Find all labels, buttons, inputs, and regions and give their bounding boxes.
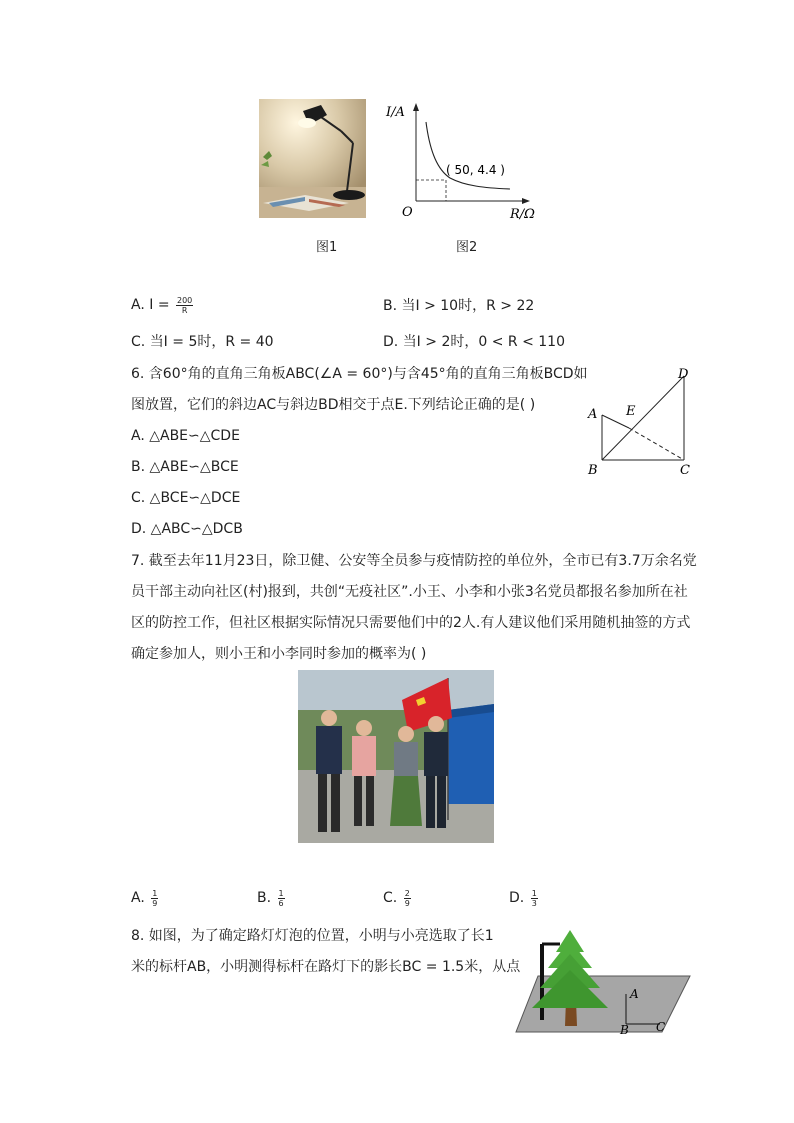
q5-option-b[interactable]: [383, 296, 534, 316]
q7-option-c[interactable]: [383, 888, 413, 908]
q6-stem-line2: 图放置，它们的斜边AC与斜边BD相交于点E.下列结论正确的是( ): [131, 397, 536, 413]
figure1-caption: 图1: [316, 240, 338, 255]
point-label: ( 50, 4.4 ): [446, 163, 505, 177]
option-letter: C.: [383, 890, 398, 906]
fraction-denominator: 9: [404, 898, 410, 908]
option-letter: B.: [383, 298, 398, 314]
fraction: [278, 889, 285, 908]
point-label-b: B: [620, 1023, 629, 1037]
q6-stem-line1: 6. 含60°角的直角三角板ABC(∠A = 60°)与含45°角的直角三角板BCD如: [131, 366, 588, 382]
option-letter: D.: [383, 334, 399, 350]
fraction-numerator: 200: [177, 295, 193, 305]
option-letter: C.: [131, 334, 146, 350]
point-label-d: D: [678, 367, 689, 382]
desk-lamp-photo: [259, 99, 366, 218]
fraction: [404, 889, 411, 908]
point-label-b: B: [588, 463, 598, 478]
formula-prefix: I =: [149, 297, 170, 313]
fraction-denominator: 9: [152, 898, 158, 908]
point-label-a: A: [588, 407, 598, 422]
inverse-function-graph: [380, 98, 550, 228]
option-letter: D.: [509, 890, 525, 906]
option-letter: B.: [257, 890, 272, 906]
q8-stem-line1: 8. 如图，为了确定路灯灯泡的位置，小明与小亮选取了长1: [131, 928, 494, 944]
fraction-numerator: 1: [278, 888, 284, 898]
fraction-numerator: 1: [531, 888, 537, 898]
y-axis-label: I/A: [386, 105, 405, 120]
x-axis-label: R/Ω: [510, 207, 535, 222]
q8-stem-line2: 米的标杆AB，小明测得标杆在路灯下的影长BC = 1.5米，从点: [131, 959, 521, 975]
q7-option-a[interactable]: [131, 888, 160, 908]
q7-option-d[interactable]: [509, 888, 540, 908]
q7-stem-line2: 员干部主动向社区(村)报到，共创“无疫社区”.小王、小李和小张3名党员都报名参加所在社: [131, 584, 688, 600]
point-label-c: C: [680, 463, 690, 478]
q6-option-c[interactable]: C. △BCE∽△DCE: [131, 490, 241, 506]
point-label-c: C: [656, 1020, 666, 1034]
fraction-denominator: R: [181, 305, 188, 315]
fraction: [531, 889, 538, 908]
point-label-e: E: [626, 404, 636, 419]
volunteers-photo: [298, 670, 494, 843]
q5-option-a[interactable]: [131, 295, 195, 315]
option-letter: A.: [131, 297, 145, 313]
q6-option-a[interactable]: A. △ABE∽△CDE: [131, 428, 240, 444]
option-letter: A.: [131, 890, 145, 906]
q7-option-b[interactable]: [257, 888, 287, 908]
q7-stem-line3: 区的防控工作，但社区根据实际情况只需要他们中的2人.有人建议他们采用随机抽签的方式: [131, 615, 691, 631]
q7-stem-line4: 确定参加人，则小王和小李同时参加的概率为( ): [131, 646, 427, 662]
point-label-a: A: [630, 987, 639, 1001]
fraction: [151, 889, 158, 908]
q6-option-b[interactable]: B. △ABE∽△BCE: [131, 459, 239, 475]
figure2-caption: 图2: [456, 240, 478, 255]
fraction-numerator: 1: [152, 888, 158, 898]
fraction: [176, 296, 193, 315]
fraction-denominator: 3: [531, 898, 537, 908]
fraction-numerator: 2: [404, 888, 410, 898]
option-text: 当I > 10时，R > 22: [401, 298, 535, 314]
origin-label: O: [402, 205, 413, 220]
q5-option-d[interactable]: [383, 332, 565, 352]
q6-option-d[interactable]: D. △ABC∽△DCB: [131, 521, 243, 537]
q5-option-c[interactable]: [131, 332, 274, 352]
option-text: 当I = 5时，R = 40: [149, 334, 274, 350]
q7-stem-line1: 7. 截至去年11月23日，除卫健、公安等全员参与疫情防控的单位外，全市已有3.7万余名党: [131, 553, 697, 569]
triangle-boards-figure: [582, 362, 702, 480]
streetlight-tree-figure: [512, 928, 694, 1038]
fraction-denominator: 6: [278, 898, 284, 908]
option-text: 当I > 2时，0 < R < 110: [402, 334, 565, 350]
